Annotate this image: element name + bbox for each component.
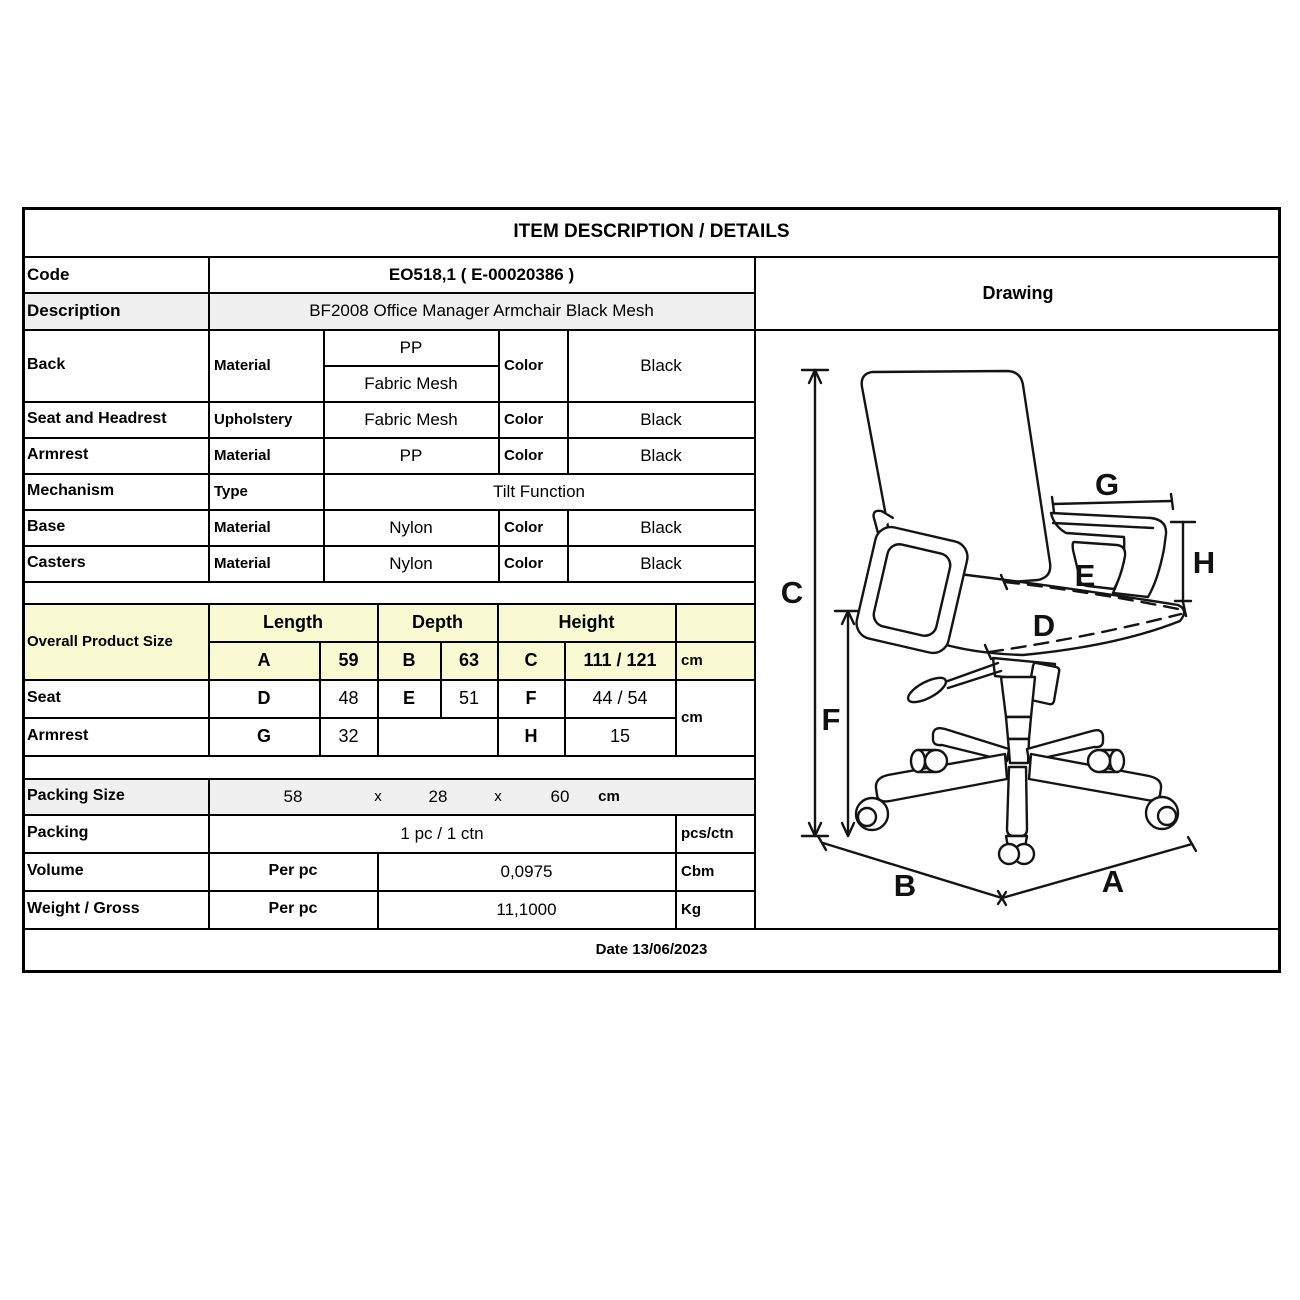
packing-label: Packing [27,824,89,842]
size-seat-val-d: 48 [338,688,359,709]
size-col-depth: Depth [412,612,463,633]
base-color-label: Color [504,518,544,536]
size-overall-key-c: C [524,650,538,671]
seat-headrest-color-label: Color [504,410,544,428]
item-description-sheet [22,207,1281,973]
overall-product-size-label: Overall Product Size [27,632,173,650]
mechanism-value: Tilt Function [493,481,585,501]
dim-label-b: B [893,868,917,903]
size-seat-key-f: F [525,688,537,709]
size-overall-val-b: 63 [458,650,480,671]
seat-headrest-label: Seat and Headrest [27,410,167,428]
packing-size-v2: 28 [428,786,448,806]
dim-label-h: H [1192,545,1216,580]
size-armrest-val-h: 15 [609,726,631,747]
back-attr-label: Material [214,356,271,374]
base-attr-label: Material [214,518,271,536]
volume-label: Volume [27,862,84,880]
armrest-color-value: Black [640,445,682,465]
size-col-length: Length [263,612,323,633]
size-armrest-val-g: 32 [338,726,359,747]
weight-label: Weight / Gross [27,900,140,918]
packing-size-unit: cm [598,787,620,805]
armrest-attr-label: Material [214,446,271,464]
packing-value: 1 pc / 1 ctn [400,823,484,843]
packing-unit: pcs/ctn [681,824,734,842]
weight-unit: Kg [681,900,701,918]
size-seat-key-d: D [257,688,271,709]
dim-label-a: A [1101,864,1125,899]
packing-size-sep2: x [494,787,502,805]
dim-h-line [1171,522,1195,601]
packing-size-values [209,779,754,814]
chair-right-armrest [1051,513,1166,597]
casters-label: Casters [27,554,86,572]
dim-label-c: C [780,575,804,610]
dim-c-line [802,370,828,836]
size-armrest-label: Armrest [27,727,89,745]
size-overall-val-c: 111 / 121 [583,650,657,671]
description-label: Description [27,301,121,321]
dim-label-g: G [1094,467,1120,502]
back-material-bottom: Fabric Mesh [364,373,458,393]
volume-value: 0,0975 [500,861,553,881]
chair-mechanism [905,658,1059,707]
mechanism-label: Mechanism [27,482,115,500]
casters-attr-label: Material [214,554,271,572]
size-col-height: Height [558,612,615,633]
size-seat-label: Seat [27,689,61,707]
size-seat-val-f: 44 / 54 [592,688,648,709]
casters-value: Nylon [389,553,433,573]
code-value: EO518,1 ( E-00020386 ) [388,264,575,284]
weight-basis: Per pc [268,900,318,918]
mechanism-attr-label: Type [214,482,248,500]
size-armrest-key-g: G [256,726,271,747]
sheet-title: ITEM DESCRIPTION / DETAILS [513,220,790,242]
packing-size-v1: 58 [283,786,303,806]
armrest-color-label: Color [504,446,544,464]
volume-unit: Cbm [681,862,715,880]
back-material-top: PP [399,337,423,357]
code-label: Code [27,264,70,284]
armrest-value: PP [399,445,423,465]
weight-value: 11,1000 [496,899,557,919]
grid-line [22,755,755,757]
packing-size-v3: 60 [550,786,570,806]
date-line: Date 13/06/2023 [595,941,708,959]
size-overall-val-a: 59 [338,650,359,671]
back-color-value: Black [640,355,682,375]
size-seat-unit: cm [681,708,703,726]
seat-headrest-attr-label: Upholstery [214,410,293,428]
seat-headrest-value: Fabric Mesh [364,409,458,429]
casters-color-label: Color [504,554,544,572]
size-seat-key-e: E [402,688,415,709]
armrest-label: Armrest [27,446,89,464]
back-color-label: Color [504,356,544,374]
dim-label-f: F [821,702,841,737]
size-overall-unit: cm [681,651,703,669]
drawing-header: Drawing [982,282,1054,303]
size-overall-key-b: B [402,650,416,671]
size-armrest-key-h: H [524,726,538,747]
dim-label-e: E [1074,558,1096,593]
base-label: Base [27,518,66,536]
casters-color-value: Black [640,553,682,573]
packing-size-sep1: x [374,787,382,805]
grid-line [22,581,755,583]
base-color-value: Black [640,517,682,537]
packing-size-label: Packing Size [27,787,125,805]
size-seat-val-e: 51 [458,688,480,709]
size-overall-key-a: A [257,650,271,671]
volume-basis: Per pc [268,862,318,880]
base-value: Nylon [389,517,433,537]
back-label: Back [27,356,66,374]
description-value: BF2008 Office Manager Armchair Black Mesh [309,301,654,321]
chair-drawing [755,330,1281,929]
dim-label-d: D [1032,608,1056,643]
chair-drawing-svg [755,330,1281,929]
seat-headrest-color-value: Black [640,409,682,429]
